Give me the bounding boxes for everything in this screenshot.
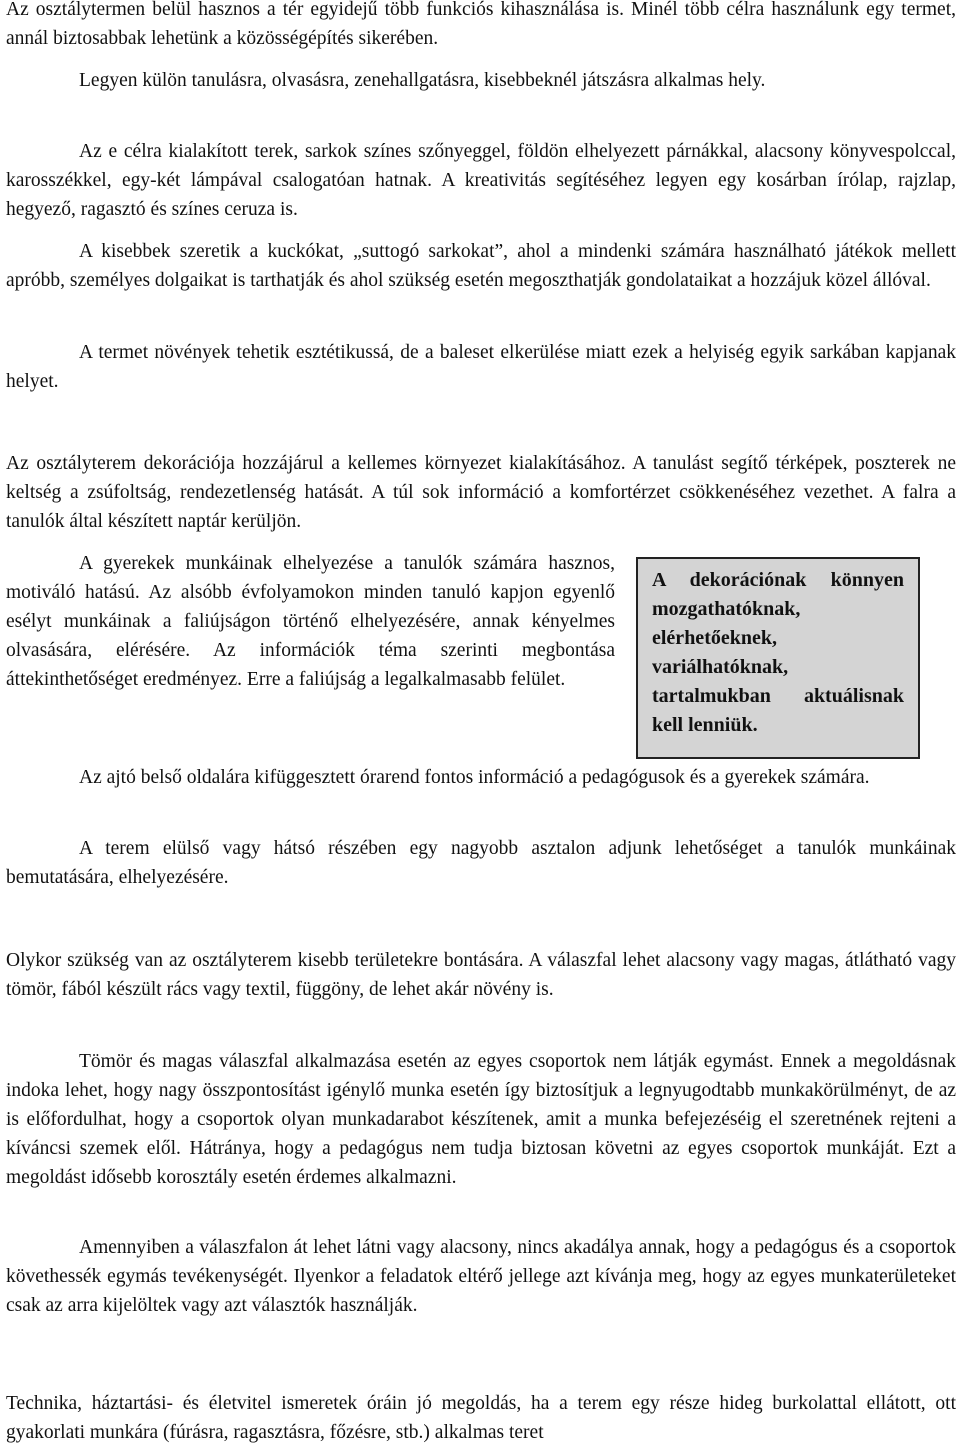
paragraph-13: Technika, háztartási- és életvitel ismeretek óráin jó megoldás, ha a terem egy része hideg burkolattal ellátott, ott gyakorlati munkára (fúrásra, ragasztásra, főzésre, stb.) alkalmas teret	[6, 1393, 956, 1443]
paragraph-5: A termet növények tehetik esztétikussá, de a baleset elkerülése miatt ezek a helyiség egyik sarkában kapjanak helyet.	[6, 342, 956, 392]
paragraph-3: Az e célra kialakított terek, sarkok színes szőnyeggel, földön elhelyezett párnákkal, alacsony könyvespolccal, karosszékkel, egy-két lámpával csalogatóan hatnak. A kreativitás segítéséhez legyen egy kosárban írólap, rajzlap, hegyező, ragasztó és színes ceruza is.	[6, 141, 956, 220]
callout-text: A dekorációnak könnyen mozgathatóknak, elérhetőeknek, variálhatóknak, tartalmukban aktuálisnak kell lenniük.	[652, 569, 904, 736]
paragraph-2: Legyen külön tanulásra, olvasásra, zenehallgatásra, kisebbeknél játszásra alkalmas hely.	[79, 70, 766, 91]
decoration-callout-box	[636, 557, 920, 759]
paragraph-6: Az osztályterem dekorációja hozzájárul a kellemes környezet kialakításához. A tanulást segítő térképek, poszterek ne keltség a zsúfoltság, rendezetlenség hatását. A túl sok információ a komfortérzet csökkenéséhez vezethet. A falra a tanulók által készített naptár kerüljön.	[6, 453, 956, 532]
paragraph-10: Olykor szükség van az osztályterem kisebb területekre bontására. A válaszfal lehet alacsony vagy magas, átlátható vagy tömör, fából készült rács vagy textil, függöny, de lehet akár növény is.	[6, 950, 956, 1000]
paragraph-9: A terem elülső vagy hátsó részében egy nagyobb asztalon adjunk lehetőséget a tanulók munkáinak bemutatására, elhelyezésére.	[6, 838, 956, 888]
paragraph-12: Amennyiben a válaszfalon át lehet látni vagy alacsony, nincs akadálya annak, hogy a pedagógus és a csoportok követhessék egymás tevékenységét. Ilyenkor a feladatok eltérő jellege azt kívánja meg, hogy az egyes munkaterületeket csak az arra kijelöltek vagy azt választók használják.	[6, 1237, 956, 1316]
paragraph-11: Tömör és magas válaszfal alkalmazása esetén az egyes csoportok nem látják egymást. Ennek a megoldásnak indoka lehet, hogy nagy összpontosítást igénylő munka esetén így biztosítjuk a legnyugodtabb munkakörülményt, de az is előfordulhat, hogy a csoportok olyan munkadarabot készítenek, amit a munka befejezéséig el szeretnének rejteni a kíváncsi szemek elől. Hátránya, hogy a pedagógus nem tudja biztosan követni az egyes csoportok munkáját. Ezt a megoldást idősebb korosztály esetén érdemes alkalmazni.	[6, 1051, 956, 1188]
paragraph-8: Az ajtó belső oldalára kifüggesztett órarend fontos információ a pedagógusok és a gyerekek számára.	[79, 767, 870, 788]
paragraph-4: A kisebbek szeretik a kuckókat, „suttogó sarkokat”, ahol a mindenki számára használható játékok mellett apróbb, személyes dolgaikat is tarthatják és ahol szükség esetén megoszthatják gondolataikat a hozzájuk közel állóval.	[6, 241, 956, 291]
paragraph-7: A gyerekek munkáinak elhelyezése a tanulók számára hasznos, motiváló hatású. Az alsóbb évfolyamokon minden tanuló kapjon egyenlő esélyt munkáinak a faliújságon történő elhelyezésére, annak kényelmes olvasására, elérésére. Az információk téma szerinti megbontása áttekinthetőséget eredményez. Erre a faliújság a legalkalmasabb felület.	[6, 553, 615, 690]
paragraph-1: Az osztálytermen belül hasznos a tér egyidejű több funkciós kihasználása is. Minél több célra használunk egy termet, annál biztosabbak lehetünk a közösségépítés sikerében.	[6, 0, 956, 49]
